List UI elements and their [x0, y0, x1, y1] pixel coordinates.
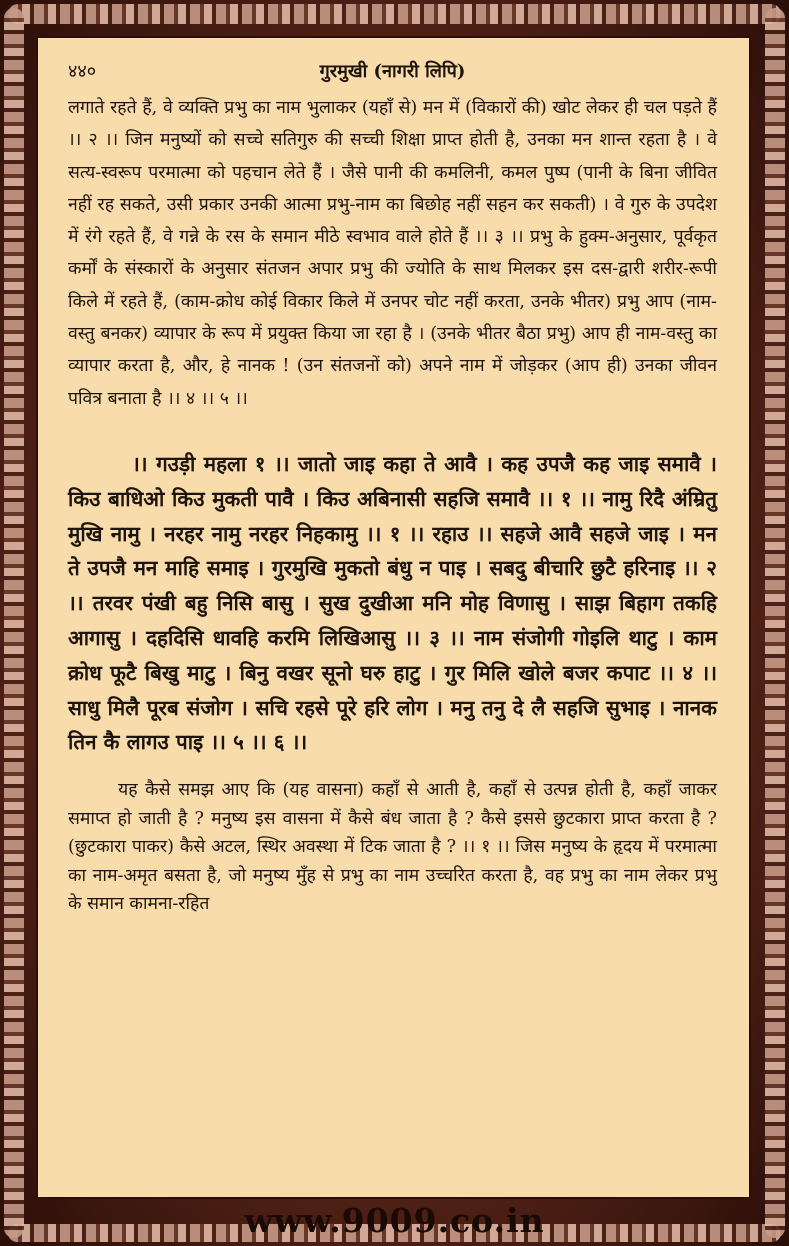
chain-border-right	[765, 8, 785, 1238]
commentary-paragraph-2	[68, 776, 717, 919]
running-title: गुरमुखी (नागरी लिपि)	[319, 61, 466, 82]
commentary-paragraph-1: लगाते रहते हैं, वे व्यक्ति प्रभु का नाम भुलाकर (यहाँ से) मन में (विकारों की) खोट लेकर ही चल पड़ते हैं ।। २ ।। जिन मनुष्यों को सच्चे सतिगुरु की सच्ची शिक्षा प्राप्त होती है, उनका मन शान्त रहता है । वे सत्य-स्वरूप परमात्मा को पहचान लेते हैं । जैसे पानी की कमलिनी, कमल पुष्प (पानी के बिना जीवित नहीं रह सकते, उसी प्रकार उनकी आत्मा प्रभु-नाम का बिछोह नहीं सहन कर सकती) । वे गुरु के उपदेश में रंगे रहते हैं, वे गन्ने के रस के समान मीठे स्वभाव वाले होते हैं ।। ३ ।। प्रभु के हुक्म-अनुसार, पूर्वकृत कर्मों के संस्कारों के अनुसार संतजन अपार प्रभु की ज्योति के साथ मिलकर इस दस-द्वारी शरीर-रूपी किले में रहते हैं, (काम-क्रोध कोई विकार किले में उनपर चोट नहीं करता, उनके भीतर) प्रभु आप (नाम-वस्तु बनकर) व्यापार के रूप में प्रयुक्त किया जा रहा है । (उनके भीतर बैठा प्रभु) आप ही नाम-वस्तु का व्यापार करता है, और, हे नानक ! (उन संतजनों को) अपने नाम में जोड़कर (आप ही) उनका जीवन पवित्र बनाता है ।। ४ ।। ५ ।।	[68, 98, 717, 409]
book-page	[36, 36, 751, 1199]
verse-text: ।। गउड़ी महला १ ।। जातो जाइ कहा ते आवै । कह उपजै कह जाइ समावै । किउ बाधिओ किउ मुकती पावै । किउ अबिनासी सहजि समावै ।। १ ।। नामु रिदै अंम्रितु मुखि नामु । नरहर नामु नरहर निहकामु ।। १ ।। रहाउ ।। सहजे आवै सहजे जाइ । मन ते उपजै मन माहि समाइ । गुरमुखि मुकतो बंधु न पाइ । सबदु बीचारि छुटै हरिनाइ ।। २ ।। तरवर पंखी बहु निसि बासु । सुख दुखीआ मनि मोह विणासु । साझ बिहाग तकहि आगासु । दहदिसि धावहि करमि लिखिआसु ।। ३ ।। नाम संजोगी गोइलि थाटु । काम क्रोध फूटै बिखु माटु । बिनु वखर सूनो घरु हाटु । गुर मिलि खोले बजर कपाट ।। ४ ।। साधु मिलै पूरब संजोग । सचि रहसे पूरे हरि लोग । मनु तनु दे लै सहजि सुभाइ । नानक तिन कै लागउ पाइ ।। ५ ।। ६ ।।	[68, 451, 717, 755]
website-url: www.9009.co.in	[244, 1201, 545, 1240]
page-number: ४४०	[68, 61, 97, 82]
chain-border-top	[8, 4, 781, 24]
page-header	[68, 56, 717, 86]
paragraph-2-text: यह कैसे समझ आए कि (यह वासना) कहाँ से आती है, कहाँ से उत्पन्न होती है, कहाँ जाकर समाप्त हो जाती है ? मनुष्य इस वासना में कैसे बंध जाता है ? कैसे इससे छुटकारा प्राप्त करता है ? (छुटकारा पाकर) कैसे अटल, स्थिर अवस्था में टिक जाता है ? ।। १ ।। जिस मनुष्य के हृदय में परमात्मा का नाम-अमृत बसता है, जो मनुष्य मुँह से प्रभु का नाम उच्चरित करता है, वह प्रभु का नाम लेकर प्रभु के समान कामना-रहित	[68, 780, 717, 915]
chain-border-left	[4, 8, 24, 1238]
scripture-verse	[68, 447, 717, 760]
